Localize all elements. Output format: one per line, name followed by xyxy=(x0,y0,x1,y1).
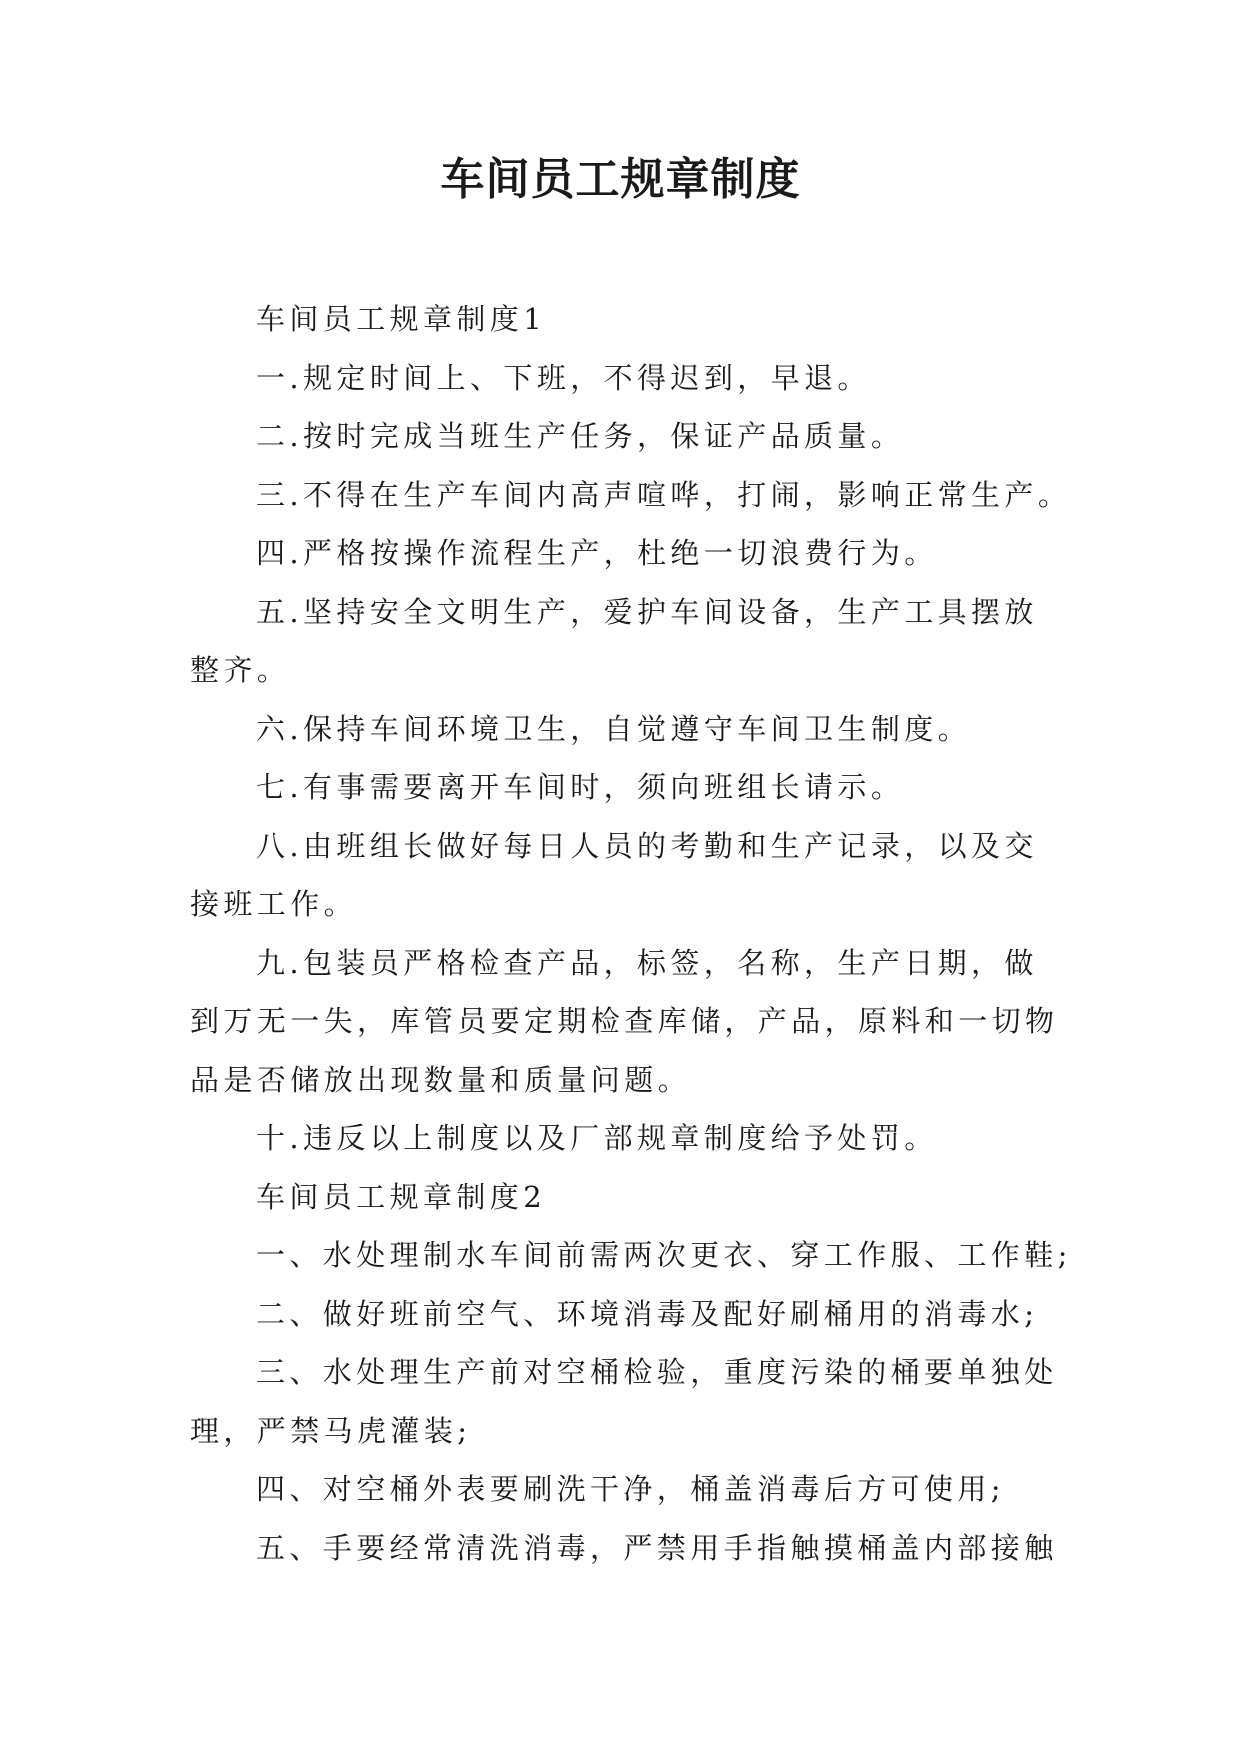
paragraph xyxy=(190,1109,1070,1168)
paragraph-line: 理，严禁马虎灌装; xyxy=(190,1413,472,1448)
paragraph xyxy=(190,1285,1070,1344)
paragraph-line: 二、做好班前空气、环境消毒及配好刷桶用的消毒水; xyxy=(256,1296,1039,1331)
paragraph-line: 十.违反以上制度以及厂部规章制度给予处罚。 xyxy=(256,1121,938,1155)
paragraph-line: 二.按时完成当班生产任务，保证产品质量。 xyxy=(256,419,905,453)
paragraph-line: 品是否储放出现数量和质量问题。 xyxy=(190,1062,692,1097)
paragraph-line: 到万无一失，库管员要定期检查库储，产品，原料和一切物 xyxy=(190,1004,1059,1038)
paragraph xyxy=(190,1226,1070,1285)
paragraph-line: 四、对空桶外表要刷洗干净，桶盖消毒后方可使用; xyxy=(256,1472,1005,1506)
paragraph-line: 接班工作。 xyxy=(190,887,358,921)
document-title: 车间员工规章制度 xyxy=(440,154,801,205)
paragraph xyxy=(190,583,1070,700)
paragraph-line: 五.坚持安全文明生产，爱护车间设备，生产工具摆放 xyxy=(256,594,1038,629)
paragraph xyxy=(190,700,1070,759)
paragraph-line: 五、手要经常清洗消毒，严禁用手指触摸桶盖内部接触 xyxy=(256,1530,1058,1565)
paragraph-line: 一、水处理制水车间前需两次更衣、穿工作服、工作鞋; xyxy=(256,1238,1072,1272)
paragraph-line: 整齐。 xyxy=(190,653,291,687)
paragraph-line: 三、水处理生产前对空桶检验，重度污染的桶要单独处 xyxy=(256,1355,1058,1389)
paragraph xyxy=(190,466,1070,525)
paragraph xyxy=(190,290,1070,349)
paragraph xyxy=(190,349,1070,408)
paragraph xyxy=(190,1460,1070,1519)
paragraph xyxy=(190,407,1070,466)
paragraph xyxy=(190,524,1070,583)
paragraph xyxy=(190,758,1070,817)
paragraph-line: 车间员工规章制度2 xyxy=(256,1179,547,1214)
paragraph xyxy=(190,1519,1070,1578)
paragraph-line: 三.不得在生产车间内高声喧哗，打闹，影响正常生产。 xyxy=(256,477,1072,512)
paragraph xyxy=(190,1168,1070,1227)
paragraph-line: 车间员工规章制度1 xyxy=(256,302,547,336)
paragraph-line: 七.有事需要离开车间时，须向班组长请示。 xyxy=(256,770,905,804)
paragraph-line: 九.包装员严格检查产品，标签，名称，生产日期，做 xyxy=(256,945,1038,980)
paragraph-line: 六.保持车间环境卫生，自觉遵守车间卫生制度。 xyxy=(256,711,972,746)
paragraph xyxy=(190,1343,1070,1460)
paragraph xyxy=(190,934,1070,1110)
paragraph-line: 四.严格按操作流程生产，杜绝一切浪费行为。 xyxy=(256,536,938,570)
paragraph-line: 八.由班组长做好每日人员的考勤和生产记录，以及交 xyxy=(256,828,1038,863)
paragraph xyxy=(190,817,1070,934)
paragraph-line: 一.规定时间上、下班，不得迟到，早退。 xyxy=(256,360,871,395)
document-body xyxy=(190,290,1070,1577)
